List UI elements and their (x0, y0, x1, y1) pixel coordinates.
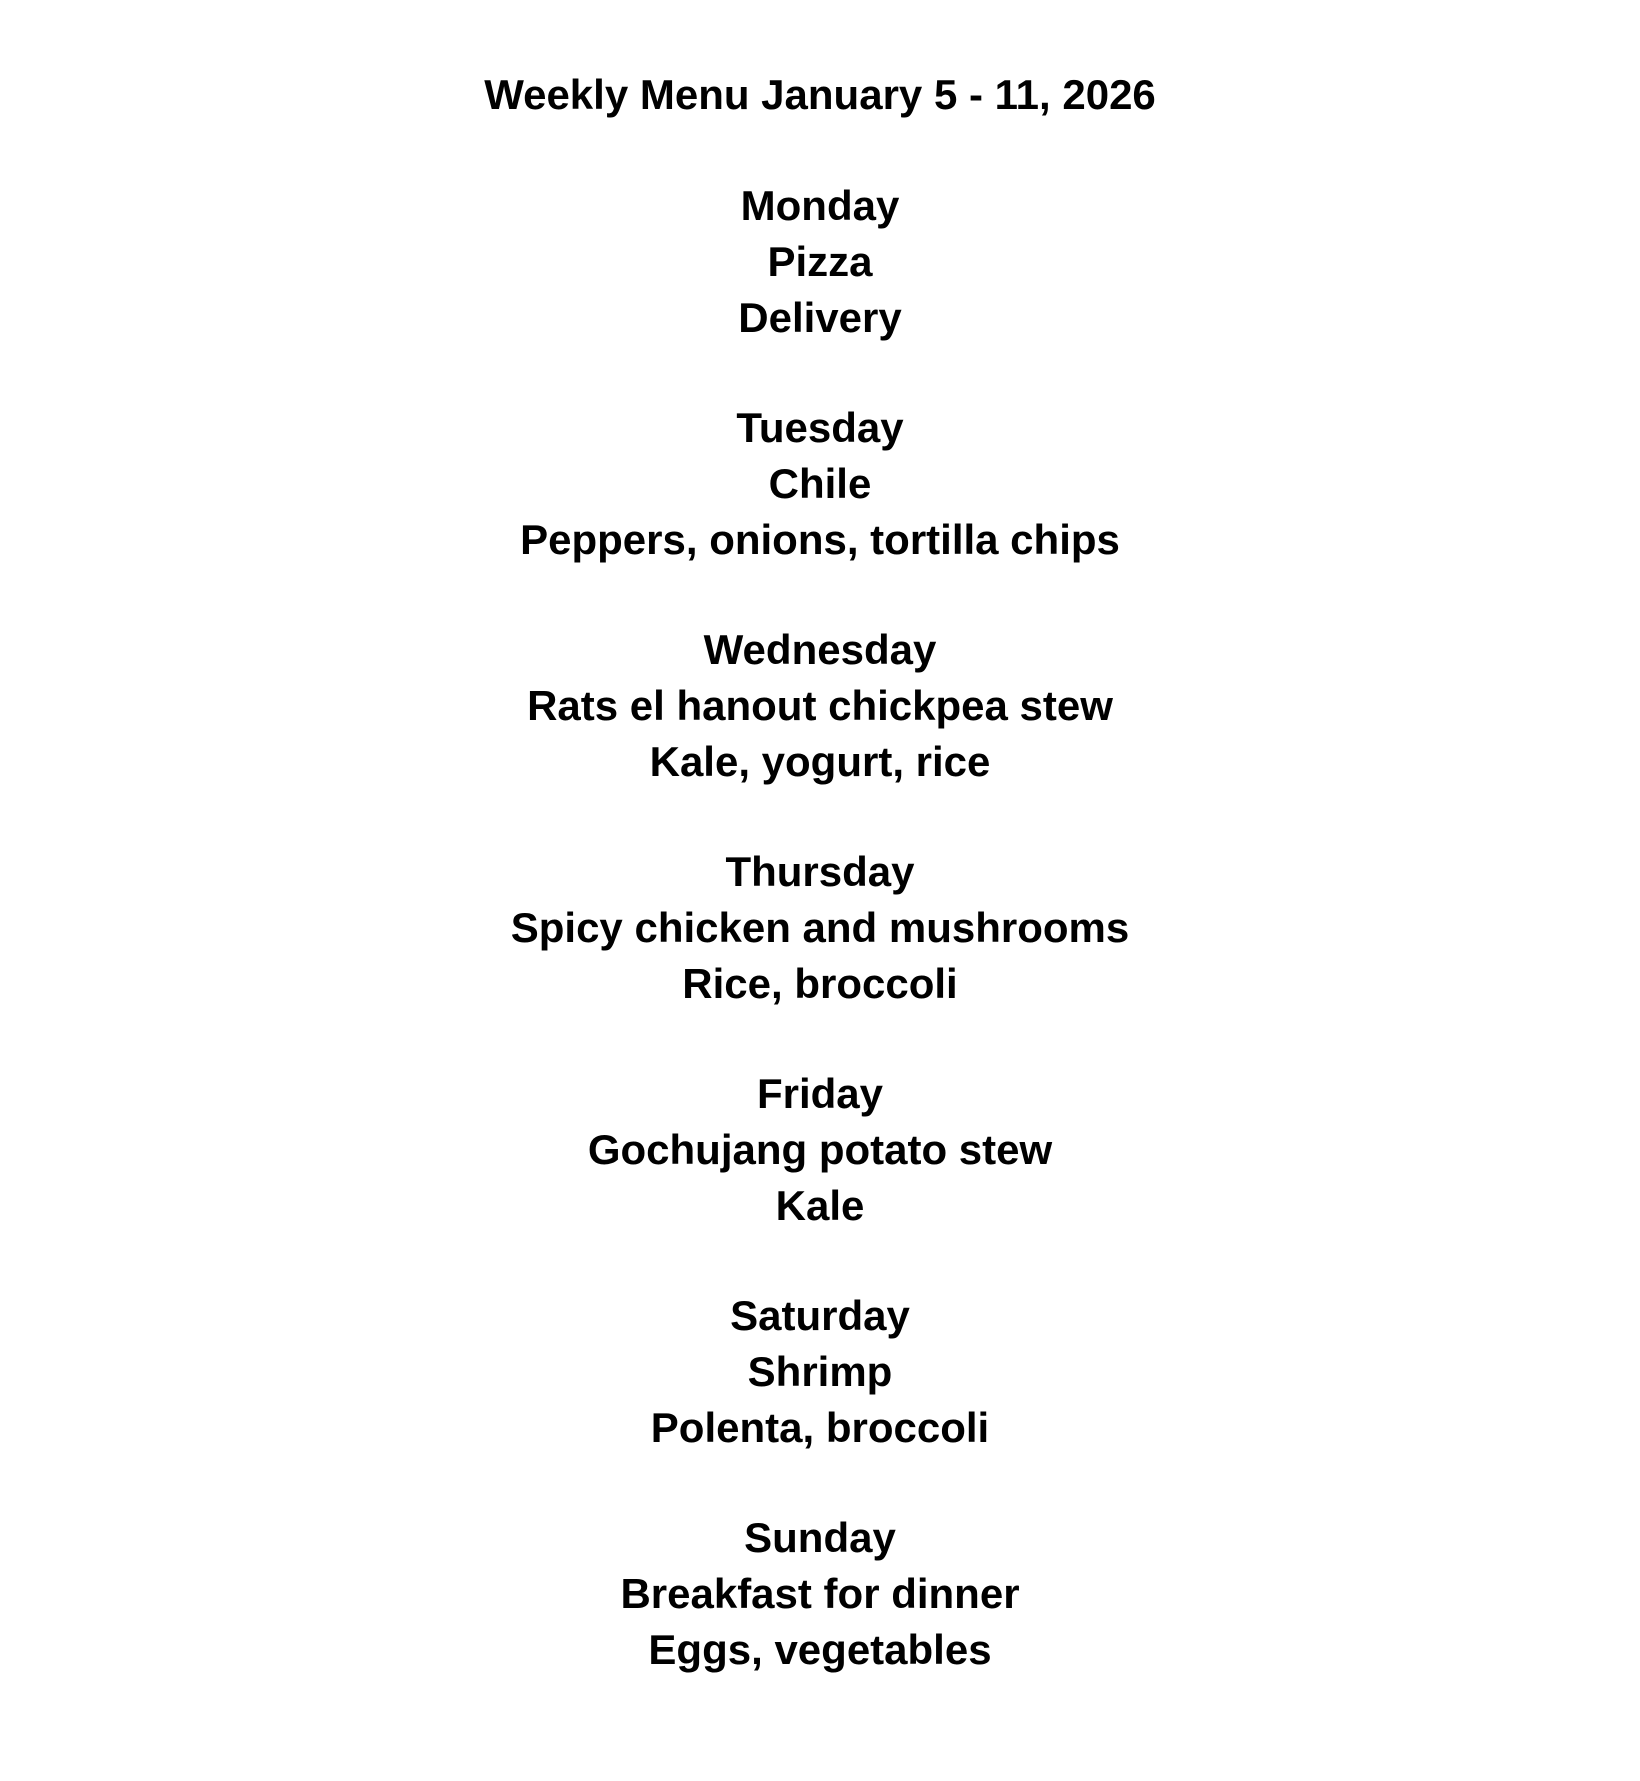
side-dish: Kale (775, 1182, 865, 1229)
day-name: Wednesday (703, 626, 937, 673)
main-dish: Gochujang potato stew (587, 1126, 1053, 1173)
day-block-saturday (0, 1288, 1640, 1456)
side-dish: Kale, yogurt, rice (649, 738, 991, 785)
day-name: Monday (740, 182, 900, 229)
main-dish: Pizza (767, 238, 873, 285)
day-name: Friday (756, 1070, 884, 1117)
day-name: Thursday (725, 848, 915, 895)
day-name: Sunday (744, 1514, 896, 1561)
day-block-thursday (0, 844, 1640, 1012)
day-block-sunday (0, 1510, 1640, 1678)
day-name: Saturday (730, 1292, 910, 1339)
day-name: Tuesday (736, 404, 904, 451)
main-dish: Rats el hanout chickpea stew (527, 682, 1113, 729)
main-dish: Chile (768, 460, 872, 507)
side-dish: Peppers, onions, tortilla chips (520, 516, 1120, 563)
day-block-friday (0, 1066, 1640, 1234)
day-block-monday (0, 178, 1640, 346)
side-dish: Polenta, broccoli (650, 1404, 990, 1451)
day-block-wednesday (0, 622, 1640, 790)
main-dish: Breakfast for dinner (620, 1570, 1020, 1617)
main-dish: Shrimp (747, 1348, 893, 1395)
side-dish: Delivery (738, 294, 902, 341)
side-dish: Eggs, vegetables (648, 1626, 992, 1673)
side-dish: Rice, broccoli (682, 960, 958, 1007)
main-dish: Spicy chicken and mushrooms (510, 904, 1130, 951)
day-block-tuesday (0, 400, 1640, 568)
page-title: Weekly Menu January 5 - 11, 2026 (484, 71, 1156, 118)
